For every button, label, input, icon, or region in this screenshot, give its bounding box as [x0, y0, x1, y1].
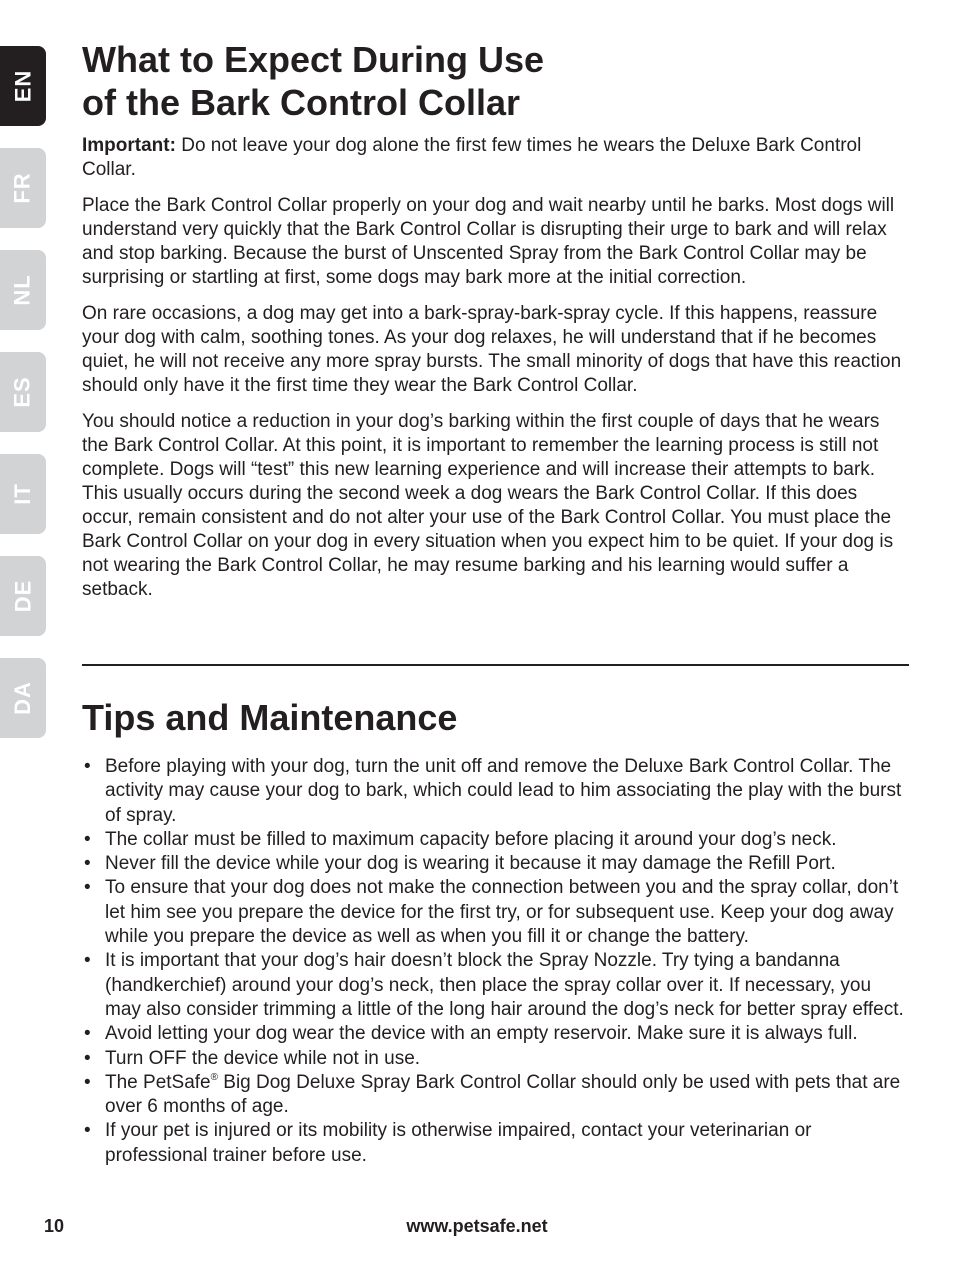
tip-text: To ensure that your dog does not make the connection between you and the spray collar, don’t let him see you prepare the device for the first try, or for subsequent use. Keep your dog away while you prepare the device as well as when you fill it or change the battery. — [105, 877, 899, 948]
registered-mark: ® — [210, 1071, 218, 1083]
section-what-to-expect — [82, 38, 910, 602]
tip-text: It is important that your dog’s hair doesn’t block the Spray Nozzle. Try tying a bandanna (handkerchief) around your dog’s neck, then place the spray collar over it. If necessary, you may also consider trimming a little of the long hair around the dog’s neck for better spray effect. — [105, 950, 904, 1020]
bullet: • — [84, 756, 91, 777]
tip-item — [82, 876, 910, 949]
section-divider — [82, 664, 909, 666]
bullet: • — [84, 877, 91, 899]
tip-item — [82, 755, 910, 828]
language-tab-label: DA — [10, 681, 35, 715]
tip-item — [82, 949, 910, 1022]
language-tab-de[interactable] — [0, 556, 46, 636]
tip-text: Turn OFF the device while not in use. — [105, 1047, 421, 1069]
tip-item — [82, 1071, 910, 1120]
tip-text: Never fill the device while your dog is wearing it because it may damage the Refill Port. — [105, 853, 836, 875]
tip-item — [82, 852, 910, 876]
language-tab-it[interactable] — [0, 454, 46, 534]
language-tab-es[interactable] — [0, 352, 46, 432]
section-title-what-to-expect — [82, 38, 910, 124]
tip-text: Before playing with your dog, turn the unit off and remove the Deluxe Bark Control Collar. The activity may cause your dog to bark, which could lead to him associating the play with the burst of spray. — [105, 756, 902, 826]
important-note — [82, 134, 910, 182]
page-number: 10 — [44, 1216, 65, 1236]
bullet: • — [84, 828, 91, 850]
tip-item — [82, 828, 910, 852]
website-url: www.petsafe.net — [406, 1216, 548, 1236]
language-tab-label: DE — [10, 579, 35, 613]
language-tab-nl[interactable] — [0, 250, 46, 330]
important-text: Do not leave your dog alone the first few times he wears the Deluxe Bark Control Collar. — [82, 135, 862, 180]
section-tips-maintenance — [82, 696, 910, 1168]
tip-text-before: The PetSafe — [105, 1071, 211, 1093]
language-tab-label: IT — [10, 483, 35, 505]
tip-item — [82, 1022, 910, 1046]
tip-text-after: Big Dog Deluxe Spray Bark Control Collar should only be used with pets that are over 6 months of age. — [105, 1071, 901, 1118]
tip-text: The collar must be filled to maximum capacity before placing it around your dog’s neck. — [105, 828, 837, 850]
tip-item — [82, 1119, 910, 1168]
paragraph-3: You should notice a reduction in your dog’s barking within the first couple of days that he wears the Bark Control Collar. At this point, it is important to remember the learning process is still not complete. Dogs will “test” this new learning experience and will increase their attempts to bark. This usually occurs during the second week a dog wears the Bark Control Collar. If this does occur, remain consistent and do not alter your use of the Bark Control Collar. You must place the Bark Control Collar on your dog in every situation when you expect him to be quiet. If your dog is not wearing the Bark Control Collar, he may resume barking and his learning would suffer a setback. — [82, 411, 894, 600]
tip-text: Avoid letting your dog wear the device with an empty reservoir. Make sure it is always full. — [105, 1023, 858, 1045]
bullet: • — [84, 853, 91, 875]
language-tab-fr[interactable] — [0, 148, 46, 228]
tips-list — [82, 755, 910, 1168]
bullet: • — [84, 1047, 91, 1069]
title-line-2: of the Bark Control Collar — [82, 82, 521, 123]
section-title-tips: Tips and Maintenance — [82, 697, 458, 738]
language-tab-en[interactable] — [0, 46, 46, 126]
bullet: • — [84, 950, 91, 972]
bullet: • — [84, 1071, 91, 1093]
paragraph-1: Place the Bark Control Collar properly on your dog and wait nearby until he barks. Most dogs will understand very quickly that the Bark Control Collar is disrupting their urge to bark and will relax and stop barking. Because the burst of Unscented Spray from the Bark Control Collar may be surprising or startling at first, some dogs may bark more at the initial correction. — [82, 195, 895, 288]
language-tab-label: ES — [9, 376, 35, 408]
tip-text: If your pet is injured or its mobility is otherwise impaired, contact your veterinarian or professional trainer before use. — [105, 1120, 812, 1166]
paragraph-2: On rare occasions, a dog may get into a bark-spray-bark-spray cycle. If this happens, reassure your dog with calm, soothing tones. As your dog relaxes, he will understand that if he becomes quiet, he will not receive any more spray bursts. The small minority of dogs that have this reaction should only have it the first time they wear the Bark Control Collar. — [82, 303, 902, 396]
important-label: Important: — [82, 135, 176, 156]
language-tab-da[interactable] — [0, 658, 46, 738]
language-tab-label: EN — [10, 69, 35, 103]
title-line-1: What to Expect During Use — [82, 39, 545, 80]
bullet: • — [84, 1023, 91, 1045]
tip-item — [82, 1047, 910, 1071]
language-tab-label: NL — [9, 274, 35, 306]
language-tab-label: FR — [9, 172, 35, 204]
bullet: • — [84, 1120, 91, 1142]
